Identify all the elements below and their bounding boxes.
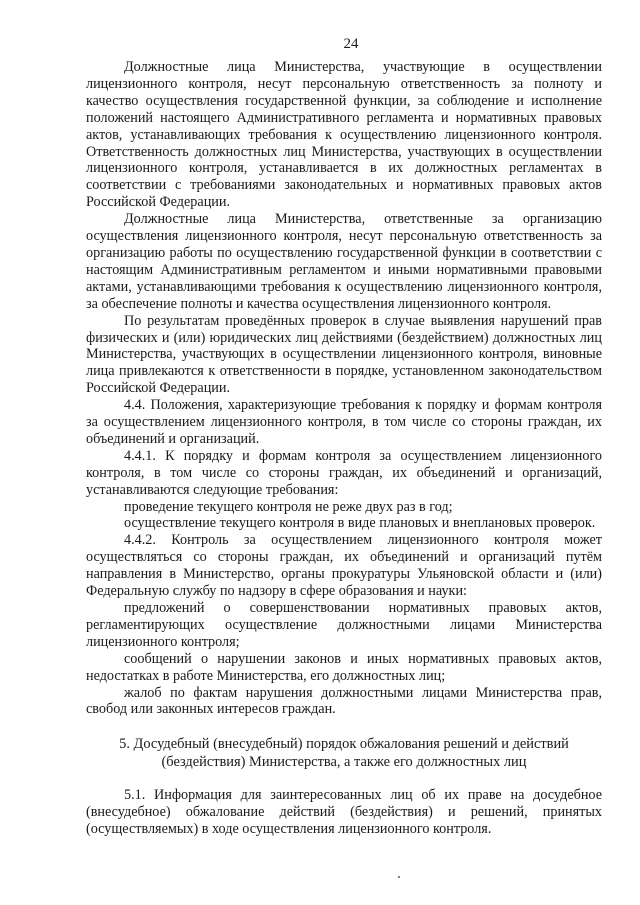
section-5-heading-line1: 5. Досудебный (внесудебный) порядок обжалования решений и действий — [119, 736, 569, 753]
paragraph-5-1: 5.1. Информация для заинтересованных лиц об их праве на досудебное (внесудебное) обжалование действий (бездействия) и решений, принятых (осуществляемых) в ходе осуществления лицензионного контроля. — [86, 787, 602, 838]
paragraph-responsibility-organizers: Должностные лица Министерства, ответственные за организацию осуществления лицензионного контроля, несут персональную ответственность за организацию работы по осуществлению государственной функции в соответствии с настоящим Административным регламентом и иными нормативными правовыми актами, устанавливающими требования к осуществлению лицензионного контроля, за обеспечение полноты и качества осуществления лицензионного контроля. — [86, 211, 602, 312]
section-5-heading — [86, 736, 602, 771]
list-item-reports: сообщений о нарушении законов и иных нормативных правовых актов, недостатках в работе Министерства, его должностных лиц; — [86, 650, 602, 684]
section-5-heading-line2: (бездействия) Министерства, а также его должностных лиц — [161, 753, 527, 770]
list-item-proposals: предложений о совершенствовании нормативных правовых актов, регламентирующих осуществление должностными лицами Министерства лицензионного контроля; — [86, 600, 602, 650]
paragraph-violations-liability: По результатам проведённых проверок в случае выявления нарушений прав физических и (или) юридических лиц действиями (бездействием) должностных лиц Министерства, участвующих в осуществлении лицензионного контроля, виновные лица привлекаются к ответственности в порядке, установленном законодательством Российской Федерации. — [86, 312, 602, 397]
list-item-current-control-frequency: проведение текущего контроля не реже двух раз в год; — [124, 498, 453, 515]
paragraph-4-4: 4.4. Положения, характеризующие требования к порядку и формам контроля за осуществлением лицензионного контроля, в том числе со стороны граждан, их объединений и организаций. — [86, 397, 602, 447]
paragraph-4-4-1: 4.4.1. К порядку и формам контроля за осуществлением лицензионного контроля, в том числе со стороны граждан, их объединений и организаций, устанавливаются следующие требования: — [86, 447, 602, 498]
paragraph-responsibility-officials: Должностные лица Министерства, участвующие в осуществлении лицензионного контроля, несут персональную ответственность за полноту и качество осуществления государственной функции, за соблюдение и исполнение положений настоящего Административного регламента и нормативных правовых актов, устанавливающих требования к осуществлению лицензионного контроля. Ответственность должностных лиц Министерства, участвующих в осуществлении лицензионного контроля, устанавливается в их должностных регламентах в соответствии с требованиями законодательных и нормативных правовых актов Российской Федерации. — [86, 59, 602, 211]
page-number: 24 — [343, 36, 359, 52]
list-item-complaints: жалоб по фактам нарушения должностными лицами Министерства прав, свобод или законных интересов граждан. — [86, 684, 602, 718]
paragraph-4-4-2: 4.4.2. Контроль за осуществлением лицензионного контроля может осуществляться со стороны граждан, их объединений и организаций путём направления в Министерство, органы прокуратуры Ульяновской области и (или) Федеральную службу по надзору в сфере образования и науки: — [86, 532, 602, 600]
scan-speck — [398, 876, 400, 878]
list-item-current-control-form: осуществление текущего контроля в виде плановых и внеплановых проверок. — [124, 515, 596, 532]
document-page — [86, 34, 602, 838]
